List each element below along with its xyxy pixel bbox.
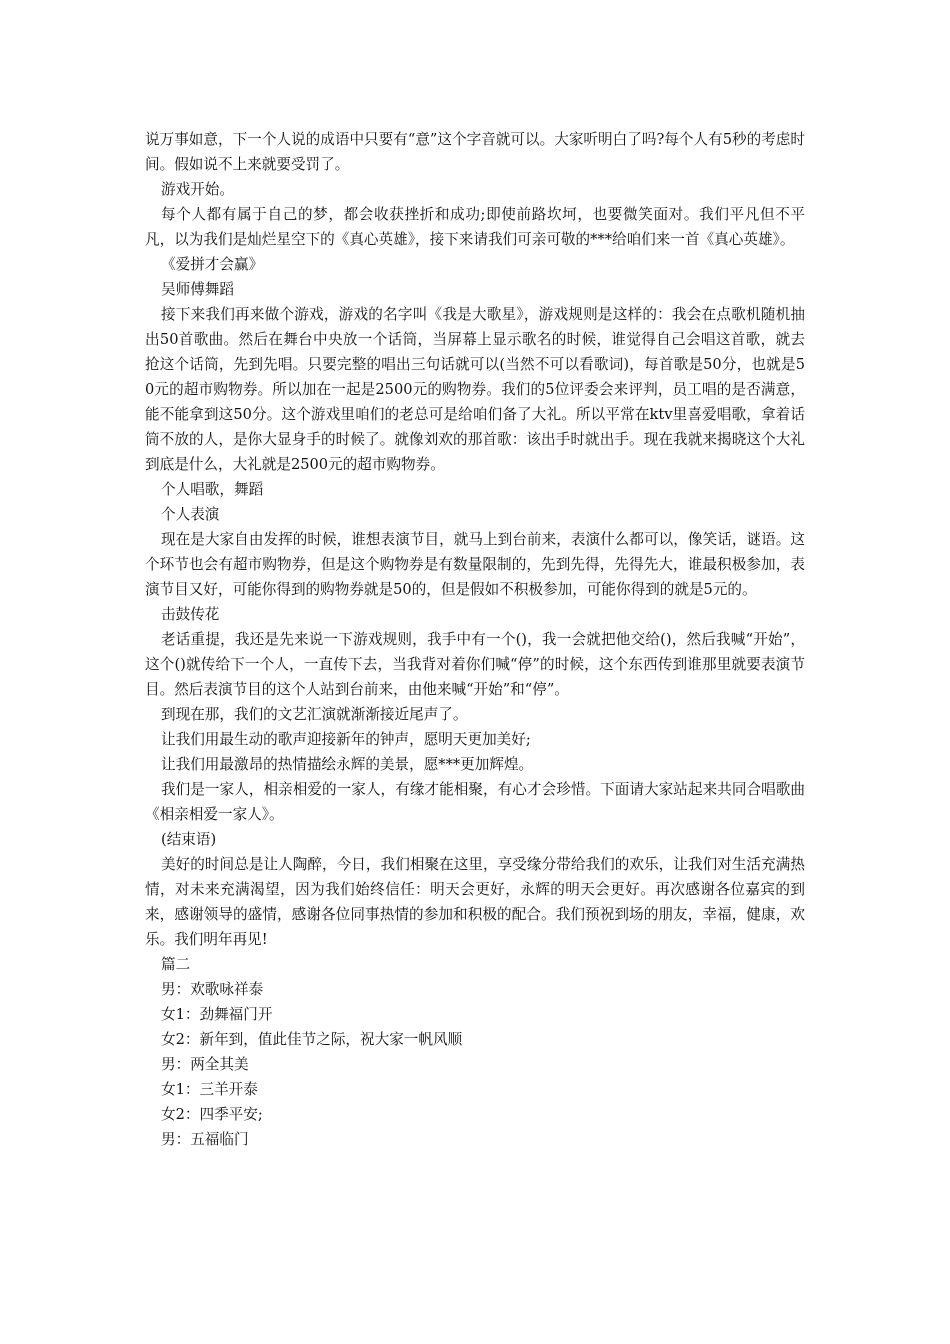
paragraph: 我们是一家人，相亲相爱的一家人，有缘才能相聚，有心才会珍惜。下面请大家站起来共同合唱歌曲《相亲相爱一家人》。 — [145, 781, 805, 823]
document-page — [145, 127, 805, 1152]
paragraph: 让我们用最生动的歌声迎接新年的钟声，愿明天更加美好; — [161, 731, 531, 748]
paragraph: 击鼓传花 — [161, 606, 220, 623]
paragraph: 游戏开始。 — [161, 181, 234, 198]
dialogue-line: 男：欢歌咏祥泰 — [161, 981, 264, 998]
section-heading: 篇二 — [161, 956, 191, 973]
paragraph: 到现在那，我们的文艺汇演就渐渐接近尾声了。 — [161, 706, 468, 723]
paragraph: 说万事如意，下一个人说的成语中只要有“意”这个字音就可以。大家听明白了吗?每个人有5秒的考虑时间。假如说不上来就要受罚了。 — [145, 131, 805, 173]
paragraph: 接下来我们再来做个游戏，游戏的名字叫《我是大歌星》，游戏规则是这样的：我会在点歌机随机抽出50首歌曲。然后在舞台中央放一个话筒，当屏幕上显示歌名的时候，谁觉得自己会唱这首歌，就去抢这个话筒，先到先唱。只要完整的唱出三句话就可以(当然不可以看歌词)，每首歌是50分，也就是50元的超市购物券。所以加在一起是2500元的购物券。我们的5位评委会来评判，员工唱的是否满意，能不能拿到这50分。这个游戏里咱们的老总可是给咱们备了大礼。所以平常在ktv里喜爱唱歌，拿着话筒不放的人，是你大显身手的时候了。就像刘欢的那首歌：该出手时就出手。现在我就来揭晓这个大礼到底是什么，大礼就是2500元的超市购物券。 — [145, 306, 805, 473]
paragraph: 个人表演 — [161, 506, 220, 523]
paragraph: 个人唱歌，舞蹈 — [161, 481, 264, 498]
paragraph: 让我们用最激昂的热情描绘永辉的美景，愿***更加辉煌。 — [161, 756, 534, 773]
paragraph: (结束语) — [161, 831, 217, 848]
paragraph: 每个人都有属于自己的梦，都会收获挫折和成功;即使前路坎坷，也要微笑面对。我们平凡但不平凡，以为我们是灿烂星空下的《真心英雄》，接下来请我们可亲可敬的***给咱们来一首《真心英雄》。 — [145, 206, 805, 248]
paragraph: 老话重提，我还是先来说一下游戏规则，我手中有一个()，我一会就把他交给()，然后我喊“开始”，这个()就传给下一个人，一直传下去，当我背对着你们喊“停”的时候，这个东西传到谁那里就要表演节目。然后表演节目的这个人站到台前来，由他来喊“开始”和“停”。 — [145, 631, 805, 698]
dialogue-line: 女2：四季平安; — [161, 1106, 263, 1123]
dialogue-line: 女2：新年到，值此佳节之际，祝大家一帆风顺 — [161, 1031, 463, 1048]
dialogue-line: 女1：劲舞福门开 — [161, 1006, 273, 1023]
paragraph: 吴师傅舞蹈 — [161, 281, 234, 298]
paragraph: 现在是大家自由发挥的时候，谁想表演节目，就马上到台前来，表演什么都可以，像笑话，谜语。这个环节也会有超市购物券，但是这个购物券是有数量限制的，先到先得，先得先大，谁最积极参加，表演节目又好，可能你得到的购物券就是50的，但是假如不积极参加，可能你得到的就是5元的。 — [145, 531, 805, 598]
dialogue-line: 女1：三羊开泰 — [161, 1081, 258, 1098]
dialogue-line: 男：五福临门 — [161, 1131, 249, 1148]
paragraph: 美好的时间总是让人陶醉，今日，我们相聚在这里，享受缘分带给我们的欢乐，让我们对生活充满热情，对未来充满渴望，因为我们始终信任：明天会更好，永辉的明天会更好。再次感谢各位嘉宾的到来，感谢领导的盛情，感谢各位同事热情的参加和积极的配合。我们预祝到场的朋友，幸福，健康，欢乐。我们明年再见! — [145, 856, 805, 948]
dialogue-line: 男：两全其美 — [161, 1056, 249, 1073]
paragraph: 《爱拼才会赢》 — [161, 256, 264, 273]
